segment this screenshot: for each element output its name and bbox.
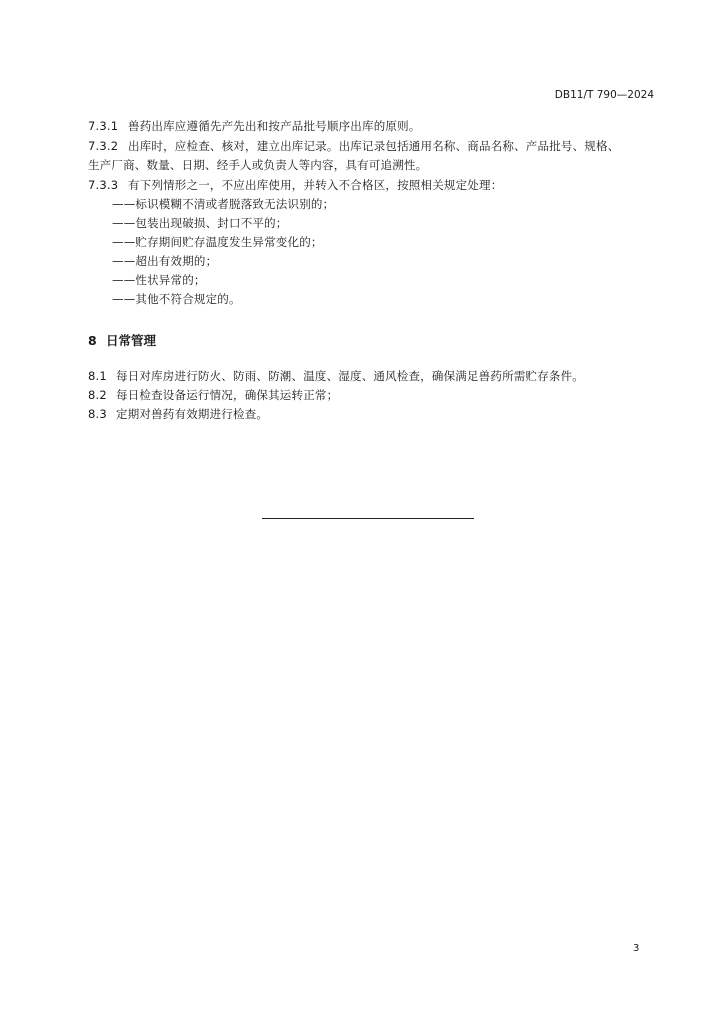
list-item: ——超出有效期的； — [112, 254, 218, 268]
clause-text: 兽药出库应遵循先产先出和按产品批号顺序出库的原则。 — [128, 119, 421, 133]
clause-8-1 — [88, 367, 584, 386]
section-title: 日常管理 — [106, 333, 157, 348]
clause-number: 8.1 — [88, 369, 107, 383]
clause-7-3-2 — [88, 137, 619, 156]
page-number: 3 — [633, 943, 640, 954]
clause-text: 每日对库房进行防火、防雨、防潮、温度、湿度、通风检查，确保满足兽药所需贮存条件。 — [116, 369, 584, 383]
clause-number: 7.3.2 — [88, 139, 119, 153]
clause-8-2 — [88, 386, 338, 405]
clause-number: 8.2 — [88, 388, 107, 402]
list-item: ——包装出现破损、封口不平的； — [112, 216, 288, 230]
clause-text: 出库时，应检查、核对，建立出库记录。出库记录包括通用名称、商品名称、产品批号、规格、 — [128, 139, 620, 153]
clause-number: 7.3.1 — [88, 119, 119, 133]
clause-number: 8.3 — [88, 407, 107, 421]
clause-7-3-2-cont — [88, 156, 427, 175]
clause-number: 7.3.3 — [88, 178, 119, 192]
section-number: 8 — [88, 333, 97, 348]
clause-7-3-3 — [88, 176, 502, 195]
clause-text: 每日检查设备运行情况，确保其运转正常； — [116, 388, 339, 402]
end-of-document-line — [262, 518, 474, 519]
list-item: ——性状异常的； — [112, 273, 206, 287]
list-item: ——其他不符合规定的。 — [112, 292, 241, 306]
clause-8-3 — [88, 405, 268, 424]
document-code: DB11/T 790—2024 — [554, 89, 654, 101]
section-heading — [88, 331, 156, 349]
list-item: ——贮存期间贮存温度发生异常变化的； — [112, 235, 323, 249]
clause-text: 有下列情形之一，不应出库使用，并转入不合格区，按照相关规定处理： — [128, 178, 503, 192]
clause-7-3-1 — [88, 117, 421, 136]
clause-text: 定期对兽药有效期进行检查。 — [116, 407, 269, 421]
list-item: ——标识模糊不清或者脱落致无法识别的； — [112, 197, 335, 211]
clause-text: 生产厂商、数量、日期、经手人或负责人等内容，具有可追溯性。 — [88, 158, 428, 172]
